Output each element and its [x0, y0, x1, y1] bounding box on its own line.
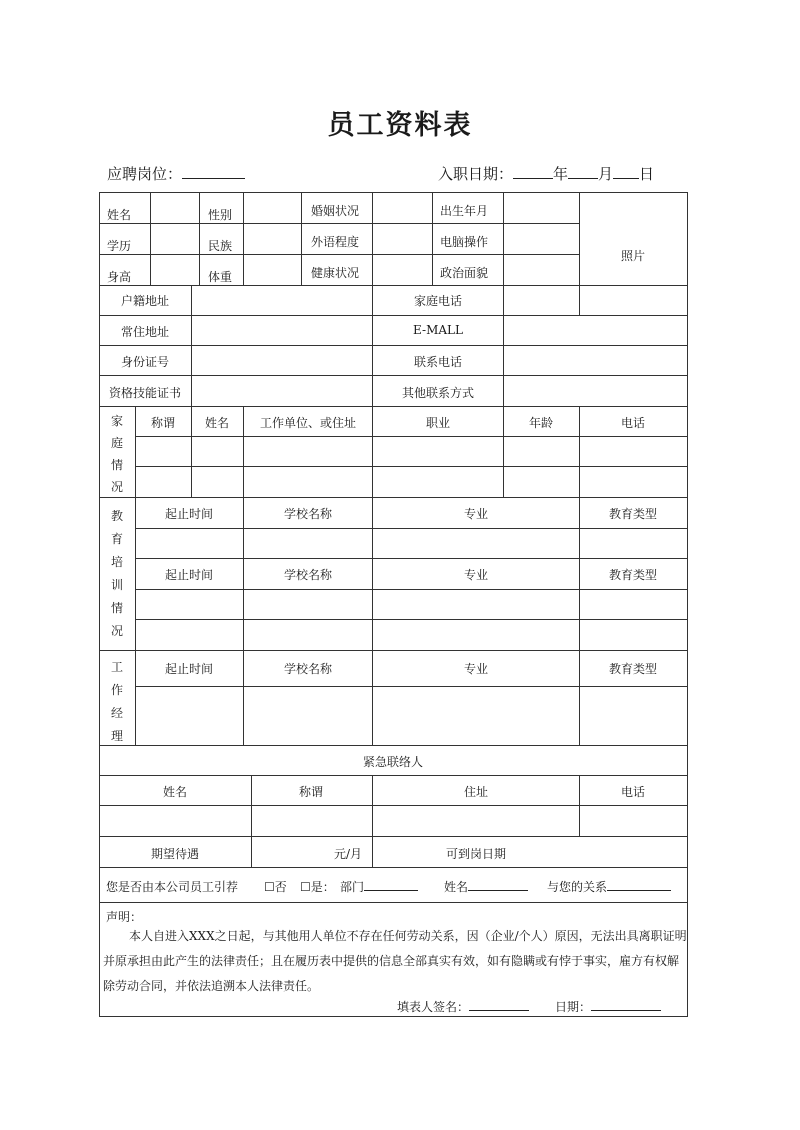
height-label: 身高 [107, 270, 132, 284]
family-header-title: 称谓 [150, 416, 176, 430]
birth-label: 出生年月 [440, 204, 489, 218]
residence-label: 常住地址 [120, 325, 170, 339]
email-label: E-MALL [413, 323, 463, 337]
position-label: 应聘岗位： [107, 165, 183, 183]
edu-header-school-1: 学校名称 [283, 507, 333, 521]
declaration-date-label: 日期： [555, 1000, 592, 1014]
id-card-label: 身份证号 [120, 355, 170, 369]
day-label: 日 [639, 165, 655, 183]
referral-no-checkbox[interactable]: ☐否 [264, 880, 287, 894]
referral-relation-label: 与您的关系 [547, 880, 608, 894]
edu-header-major-1: 专业 [463, 507, 489, 521]
political-label: 政治面貌 [440, 266, 489, 280]
emergency-header-address: 住址 [463, 785, 489, 799]
marital-label: 婚姻状况 [311, 204, 360, 218]
referral-name-label: 姓名 [444, 880, 469, 894]
edu-header-period-1: 起止时间 [164, 507, 214, 521]
emergency-header-title: 称谓 [298, 785, 324, 799]
edu-header-major-2: 专业 [463, 568, 489, 582]
referral-question: 您是否由本公司员工引荐 [106, 880, 239, 894]
salary-unit-label: 元/月 [334, 847, 363, 861]
emergency-header-name: 姓名 [162, 785, 188, 799]
year-label: 年 [553, 165, 569, 183]
expected-salary-label: 期望待遇 [150, 847, 200, 861]
month-label: 月 [598, 165, 614, 183]
family-header-age: 年龄 [528, 416, 554, 430]
signature-field [397, 998, 529, 1015]
edu-header-type-1: 教育类型 [608, 507, 658, 521]
referral-dept-field [340, 878, 418, 895]
other-contact-label: 其他联系方式 [401, 386, 475, 400]
weight-label: 体重 [208, 270, 233, 284]
family-header-phone: 电话 [620, 416, 646, 430]
referral-dept-label: 部门 [340, 880, 365, 894]
name-label: 姓名 [107, 208, 132, 222]
declaration-date-blank[interactable] [591, 998, 661, 1011]
page-title: 员工资料表 [327, 110, 473, 141]
home-phone-label: 家庭电话 [413, 294, 463, 308]
education-label: 学历 [107, 239, 132, 253]
work-header-period: 起止时间 [164, 662, 214, 676]
referral-name-blank[interactable] [468, 878, 528, 891]
work-header-school: 学校名称 [283, 662, 333, 676]
entry-date-label: 入职日期： [438, 165, 514, 183]
available-date-label: 可到岗日期 [445, 847, 507, 861]
family-header-workplace: 工作单位、或住址 [259, 416, 357, 430]
signature-blank[interactable] [469, 998, 529, 1011]
edu-header-period-2: 起止时间 [164, 568, 214, 582]
health-label: 健康状况 [311, 266, 360, 280]
declaration-body: 本人自进入XXX之日起，与其他用人单位不存在任何劳动关系，因（企业/个人）原因，无法出具离职证明并原承担由此产生的法律责任；且在履历表中提供的信息全部真实有效，如有隐瞒或有悖于事实，雇方有权解除劳动合同，并依法追溯本人法律责任。 [103, 929, 687, 993]
work-side-label: 工 作 经 理 [110, 660, 123, 743]
hukou-label: 户籍地址 [120, 294, 170, 308]
emergency-header-phone: 电话 [620, 785, 646, 799]
photo-label: 照片 [620, 249, 646, 263]
referral-yes-checkbox[interactable]: ☐是： [300, 880, 335, 894]
edu-header-type-2: 教育类型 [608, 568, 658, 582]
work-header-major: 专业 [463, 662, 489, 676]
gender-label: 性别 [208, 208, 233, 222]
declaration-title: 声明： [106, 910, 143, 924]
education-side-label: 教 育 培 训 情 况 [110, 509, 123, 638]
language-label: 外语程度 [311, 235, 360, 249]
family-side-label: 家 庭 情 况 [110, 414, 123, 494]
edu-header-school-2: 学校名称 [283, 568, 333, 582]
work-header-type: 教育类型 [608, 662, 658, 676]
family-header-occupation: 职业 [425, 416, 451, 430]
ethnicity-label: 民族 [208, 239, 233, 253]
family-header-name: 姓名 [204, 416, 230, 430]
emergency-title: 紧急联络人 [362, 755, 424, 769]
referral-relation-field [547, 878, 671, 895]
computer-label: 电脑操作 [440, 235, 489, 249]
certificate-label: 资格技能证书 [108, 386, 182, 400]
referral-relation-blank[interactable] [607, 878, 671, 891]
signature-label: 填表人签名： [397, 1000, 470, 1014]
referral-name-field [444, 878, 528, 895]
referral-dept-blank[interactable] [364, 878, 418, 891]
phone-label: 联系电话 [413, 355, 463, 369]
declaration-date-field [555, 998, 661, 1015]
